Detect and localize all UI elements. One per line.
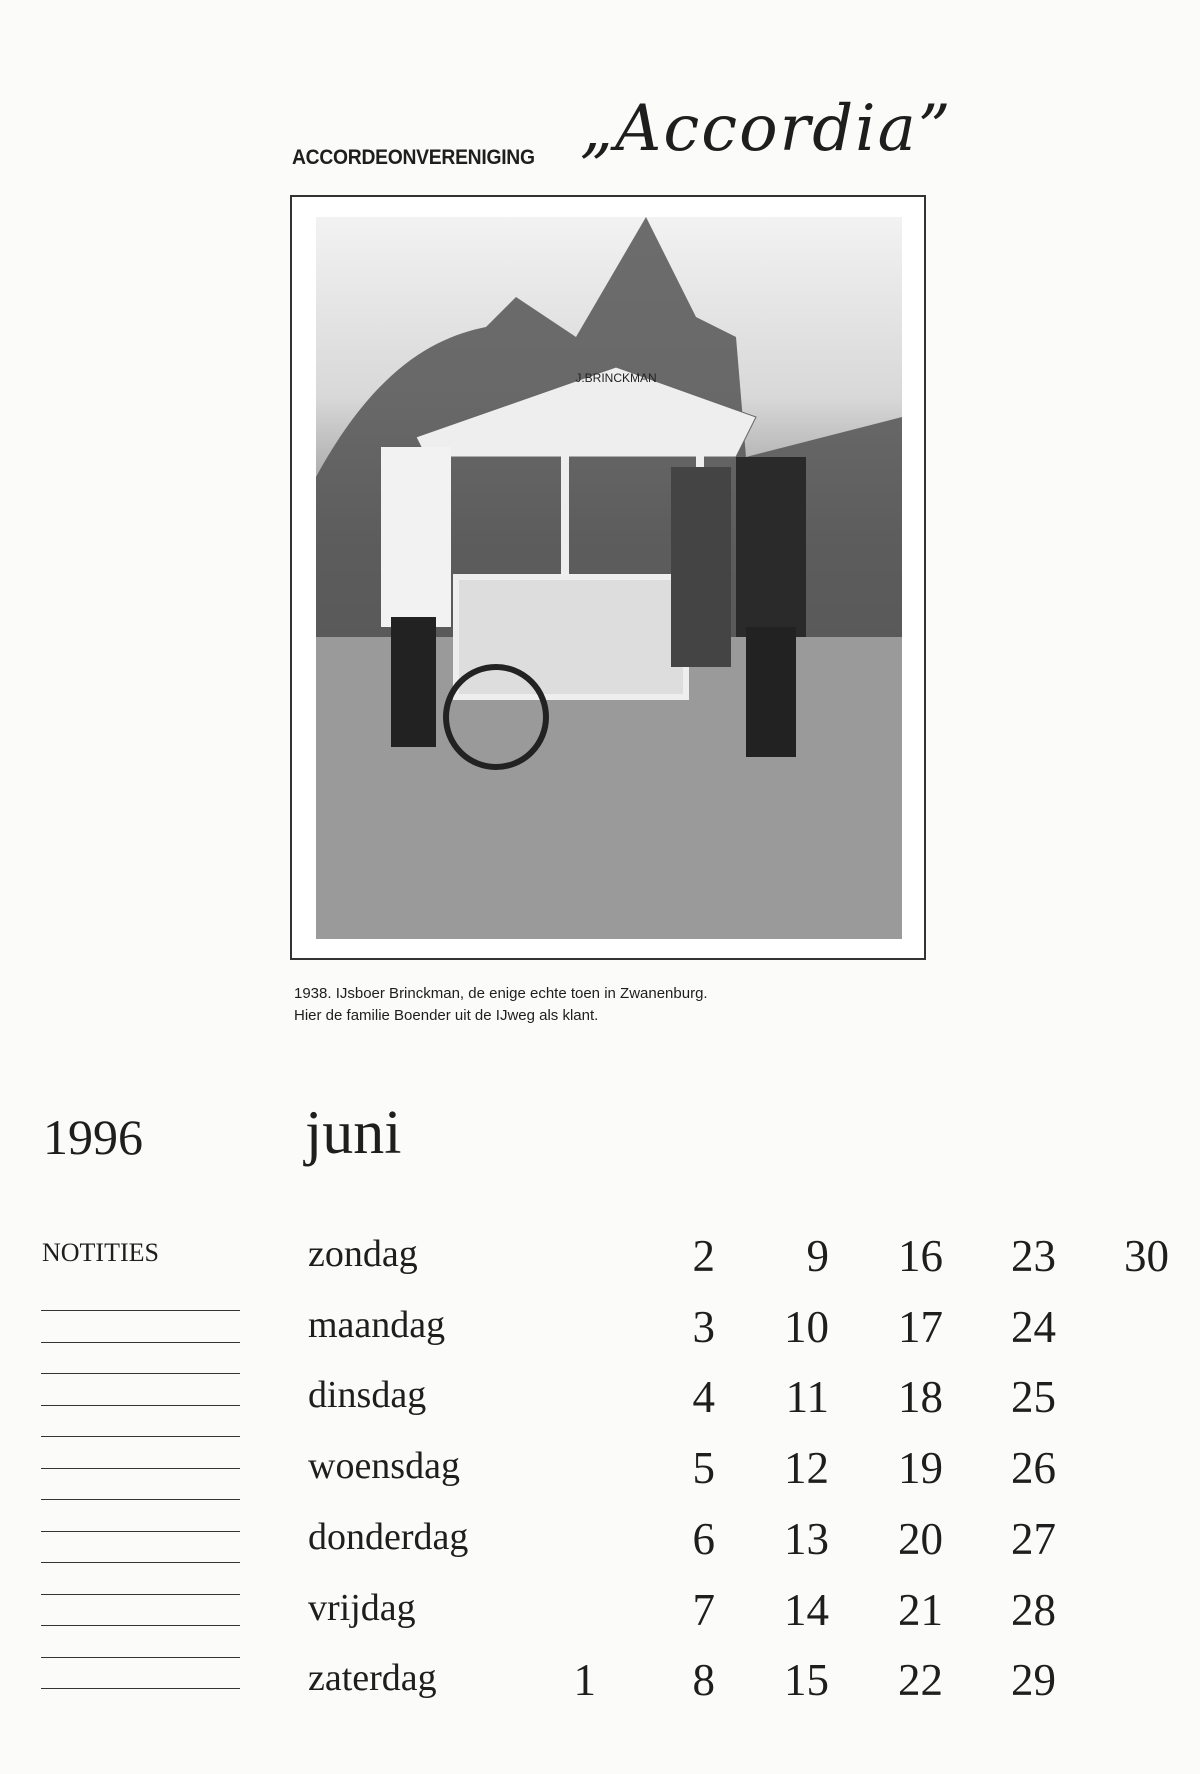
date-cell: 10 xyxy=(784,1301,829,1352)
notes-line[interactable] xyxy=(41,1436,240,1437)
date-cell: 22 xyxy=(898,1655,943,1706)
date-cell: 15 xyxy=(784,1655,829,1706)
date-cell: 9 xyxy=(806,1231,829,1281)
date-cell: 21 xyxy=(898,1584,943,1635)
date-cell: 19 xyxy=(898,1443,943,1494)
notes-line[interactable] xyxy=(41,1657,240,1658)
notes-line[interactable] xyxy=(41,1373,240,1374)
day-name: donderdag xyxy=(308,1515,469,1558)
date-cell: 29 xyxy=(1011,1655,1056,1706)
notes-line[interactable] xyxy=(41,1310,240,1311)
notes-line[interactable] xyxy=(41,1688,240,1689)
notes-line[interactable] xyxy=(41,1405,240,1406)
notes-line[interactable] xyxy=(41,1499,240,1500)
day-name: dinsdag xyxy=(308,1374,427,1417)
date-cell: 1 xyxy=(573,1655,596,1706)
organization-name: ACCORDEONVERENIGING xyxy=(292,146,535,169)
historic-photo xyxy=(316,217,902,939)
date-cell: 24 xyxy=(1011,1301,1056,1352)
day-name: maandag xyxy=(308,1303,446,1346)
caption-line-2: Hier de familie Boender uit de IJweg als klant. xyxy=(294,1007,599,1024)
accordia-logo: „Accordia” xyxy=(580,92,953,166)
date-cell: 12 xyxy=(784,1443,829,1494)
photo-caption xyxy=(294,983,708,1027)
date-cell: 7 xyxy=(692,1584,715,1635)
day-name: vrijdag xyxy=(308,1586,416,1629)
caption-line-1: 1938. IJsboer Brinckman, de enige echte toen in Zwanenburg. xyxy=(294,985,708,1002)
notes-line[interactable] xyxy=(41,1468,240,1469)
date-cell: 27 xyxy=(1011,1513,1056,1564)
notes-line[interactable] xyxy=(41,1594,240,1595)
date-cell: 14 xyxy=(784,1584,829,1635)
calendar-year: 1996 xyxy=(43,1109,143,1165)
notes-line[interactable] xyxy=(41,1531,240,1532)
cart-sign: J.BRINCKMAN xyxy=(575,371,657,385)
notes-label: NOTITIES xyxy=(42,1238,159,1267)
day-name: zaterdag xyxy=(308,1657,437,1700)
date-cell: 2 xyxy=(692,1231,715,1281)
date-cell: 6 xyxy=(692,1513,715,1564)
date-cell: 26 xyxy=(1011,1443,1056,1494)
date-cell: 18 xyxy=(898,1372,943,1423)
photo-frame xyxy=(290,195,926,960)
day-name: woensdag xyxy=(308,1445,460,1488)
date-cell: 23 xyxy=(1011,1231,1056,1281)
date-cell: 28 xyxy=(1011,1584,1056,1635)
date-cell: 8 xyxy=(692,1655,715,1706)
date-cell: 25 xyxy=(1011,1372,1056,1423)
calendar-month: juni xyxy=(305,1099,402,1167)
date-cell: 5 xyxy=(692,1443,715,1494)
date-cell: 13 xyxy=(784,1513,829,1564)
date-cell: 16 xyxy=(898,1231,943,1281)
date-cell: 4 xyxy=(692,1372,715,1423)
photo-illustration xyxy=(316,217,902,939)
notes-line[interactable] xyxy=(41,1562,240,1563)
date-cell: 20 xyxy=(898,1513,943,1564)
notes-line[interactable] xyxy=(41,1342,240,1343)
date-cell: 11 xyxy=(785,1372,829,1423)
date-cell: 30 xyxy=(1124,1231,1169,1281)
date-cell: 17 xyxy=(898,1301,943,1352)
date-cell: 3 xyxy=(692,1301,715,1352)
notes-line[interactable] xyxy=(41,1625,240,1626)
day-name: zondag xyxy=(308,1233,418,1275)
